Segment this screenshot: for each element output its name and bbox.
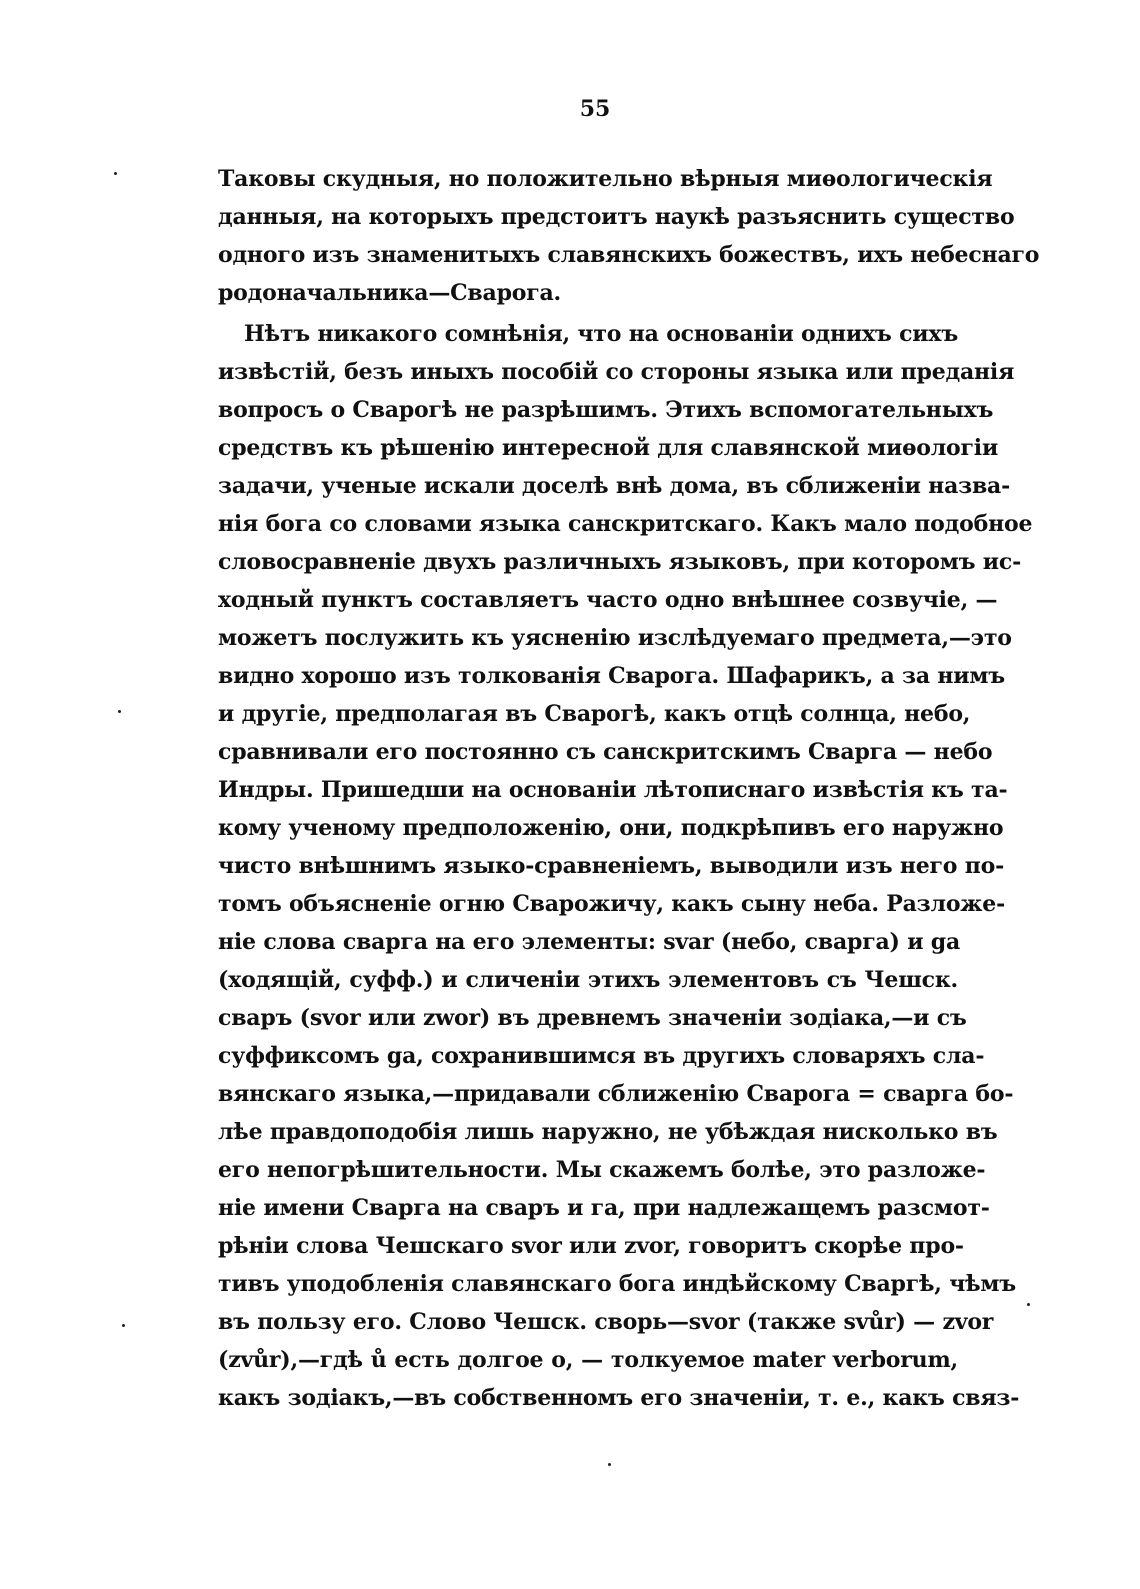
text-line: въ пользу его. Слово Чешск. сворь—svor (также svůr) — zvor — [218, 1309, 994, 1335]
text-line: ходный пунктъ составляетъ часто одно внѣшнее созвучіе, — — [218, 587, 998, 613]
scan-speck — [114, 172, 117, 175]
text-line: ніе имени Сварга на сваръ и га, при надлежащемъ разсмот- — [218, 1195, 990, 1221]
text-line: вянскаго языка,—придавали сближенію Сварога = сварга бо- — [218, 1081, 1014, 1107]
text-line: извѣстій, безъ иныхъ пособій со стороны языка или преданія — [218, 359, 1015, 385]
text-line: лѣе правдоподобія лишь наружно, не убѣждая нисколько въ — [218, 1119, 998, 1145]
text-line: словосравненіе двухъ различныхъ языковъ, при которомъ ис- — [218, 549, 1022, 575]
page-number: 55 — [579, 96, 611, 122]
text-line: томъ объясненіе огню Сварожичу, какъ сыну неба. Разложе- — [218, 891, 1006, 917]
scan-speck — [122, 1324, 125, 1327]
text-line: ніе слова сварга на его элементы: svar (небо, сварга) и ga — [218, 929, 961, 955]
text-line: кому ученому предположенію, они, подкрѣпивъ его наружно — [218, 815, 1004, 841]
text-line: (ходящій, суфф.) и сличеніи этихъ элементовъ съ Чешск. — [218, 967, 958, 993]
text-line: его непогрѣшительности. Мы скажемъ болѣе, это разложе- — [218, 1157, 986, 1183]
text-line: одного изъ знаменитыхъ славянскихъ божествъ, ихъ небеснаго — [218, 242, 1040, 268]
text-line: сравнивали его постоянно съ санскритскимъ Сварга — небо — [218, 739, 993, 765]
text-line: Индры. Пришедши на основаніи лѣтописнаго извѣстія къ та- — [218, 777, 1008, 803]
text-line: средствъ къ рѣшенію интересной для славянской миѳологіи — [218, 435, 999, 461]
text-line: видно хорошо изъ толкованія Сварога. Шафарикъ, а за нимъ — [218, 663, 1005, 689]
text-line: и другіе, предполагая въ Сварогѣ, какъ отцѣ солнца, небо, — [218, 701, 971, 727]
text-line: нія бога со словами языка санскритскаго. Какъ мало подобное — [218, 511, 1033, 537]
text-line: рѣніи слова Чешскаго svor или zvor, говоритъ скорѣе про- — [218, 1233, 964, 1259]
text-line: вопросъ о Сварогѣ не разрѣшимъ. Этихъ вспомогательныхъ — [218, 397, 994, 423]
text-line: чисто внѣшнимъ языко-сравненіемъ, выводили изъ него по- — [218, 853, 1005, 879]
text-line: суффиксомъ ga, сохранившимся въ другихъ словаряхъ сла- — [218, 1043, 985, 1069]
paragraph-1 — [218, 160, 1040, 312]
scan-speck — [118, 710, 121, 713]
text-line: тивъ уподобленія славянскаго бога индѣйскому Сваргѣ, чѣмъ — [218, 1271, 1016, 1297]
text-line: родоначальника—Сварога. — [218, 280, 562, 306]
text-line: какъ зодіакъ,—въ собственномъ его значеніи, т. е., какъ связ- — [218, 1385, 1020, 1411]
text-line: сваръ (svor или zwor) въ древнемъ значеніи зодіака,—и съ — [218, 1005, 967, 1031]
text-line: (zvůr),—гдѣ ů есть долгое о, — толкуемое mater verborum, — [218, 1347, 958, 1373]
scan-speck — [608, 1463, 611, 1466]
text-line: Таковы скудныя, но положительно вѣрныя миѳологическія — [218, 166, 993, 192]
body-text — [218, 160, 1040, 1417]
text-line: задачи, ученые искали доселѣ внѣ дома, въ сближеніи назва- — [218, 473, 1011, 499]
text-line: данныя, на которыхъ предстоитъ наукѣ разъяснить существо — [218, 204, 1015, 230]
paragraph-2 — [218, 315, 1033, 1417]
text-line: можетъ послужить къ уясненію изслѣдуемаго предмета,—это — [218, 625, 1012, 651]
scan-speck — [1027, 1303, 1030, 1306]
text-line: Нѣтъ никакого сомнѣнія, что на основаніи однихъ сихъ — [244, 321, 958, 347]
